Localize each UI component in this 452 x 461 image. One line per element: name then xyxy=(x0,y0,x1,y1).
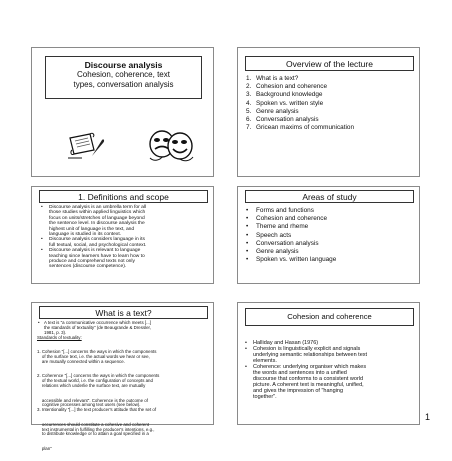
slide-5-title: What is a text? xyxy=(95,308,152,318)
slide-4-title-box xyxy=(245,190,414,203)
slide-5-body xyxy=(37,321,213,461)
slide-5-title-box xyxy=(39,306,208,319)
list-item: • Coherence: underlying organiser which makes the words and sentences into a unified discourse that conforms to a consistent world picture. A coherent text is meaningful, unified, and gives the impression of "hanging together". xyxy=(244,364,418,400)
slide-6 xyxy=(237,302,420,425)
list-item: • Theme and rheme xyxy=(246,223,336,231)
standards-heading: Standards of textuality: xyxy=(37,334,82,340)
slide-1-title-box xyxy=(45,56,202,99)
list-item: • A text is "a communicative occurrence which meets [...] the standards of textuality" (de Beaugrande & Dressler, 1981, p. 3). xyxy=(38,320,151,335)
list-item: 7. Gricean maxims of communication xyxy=(246,124,355,132)
list-item: • Discourse analysis considers language in its full textual, social, and psychological context. xyxy=(40,237,210,248)
slide-6-title-box xyxy=(245,308,414,326)
slide-2-title-box xyxy=(245,56,414,71)
list-item: • Conversation analysis xyxy=(246,240,336,248)
slide-2-title: Overview of the lecture xyxy=(286,59,373,69)
list-item: 4. Spoken vs. written style xyxy=(246,99,324,107)
slide-2-list xyxy=(246,75,354,132)
slide-1 xyxy=(31,47,214,177)
slide-3 xyxy=(31,186,214,284)
list-item: 5. Genre analysis xyxy=(246,107,299,115)
list-item: • Spoken vs. written language xyxy=(246,256,336,264)
slide-5 xyxy=(31,302,214,451)
slide-1-subheading-line: Cohesion, coherence, text xyxy=(77,70,170,79)
slide-1-subheading-line: types, conversation analysis xyxy=(73,79,174,89)
slide-3-title: 1. Definitions and scope xyxy=(78,192,169,202)
drama-masks-clipart xyxy=(146,128,196,162)
slide-4-title: Areas of study xyxy=(302,192,357,202)
slide-4-list xyxy=(246,207,336,264)
list-item: • Cohesion is linguistically explicit and signals underlying semantic relationships between text elements. xyxy=(244,346,418,364)
page-number: 1 xyxy=(424,412,430,422)
standards-list: 1. Cohesion "[...] concerns the ways in which the components of the surface text, i.e. the actual words we hear or see, are mutually connected within a sequence. 2. Coherence "[...] concerns the ways in which the components of the textual world, i.e. the configuration of concepts and relations which underlie the surface text, are mutually accessible and relevant". Coherence is the outcome of cognitive processes among text users (see below). 3. Intentionality "[...] the text producer's attitude that the set of occurrences should constitute a cohesive and coherent text instrumental in fulfilling the producer's intentions, e.g., to distribute knowledge or to attain a goal specified in a plan" xyxy=(37,349,160,451)
list-item: • Cohesion and coherence xyxy=(246,215,336,223)
list-item: • Forms and functions xyxy=(246,207,336,215)
list-item: • Discourse analysis is relevant to language teaching since learners have to learn how to produce and comprehend texts not only sentences (discourse competence). xyxy=(40,248,210,270)
slide-1-heading: Discourse analysis xyxy=(84,60,163,70)
slide-2 xyxy=(237,47,420,177)
list-item: 3. Background knowledge xyxy=(246,91,323,99)
list-item: • Speech acts xyxy=(246,232,336,240)
list-item: • Discourse analysis is an umbrella term for all those studies within applied linguistics which focus on units/stretches of language beyond the sentence level. In discourse analysis the highest unit of language is the text, and language is studied in its context. xyxy=(40,205,210,237)
slide-3-title-box xyxy=(39,190,208,203)
list-item: • Halliday and Hasan (1976) xyxy=(244,340,418,346)
slide-6-bullets xyxy=(244,340,418,400)
slide-6-title: Cohesion and coherence xyxy=(287,312,372,321)
list-item: 6. Conversation analysis xyxy=(246,116,319,124)
list-item: • Genre analysis xyxy=(246,248,336,256)
slide-3-bullets xyxy=(40,205,210,270)
scroll-and-quill-clipart xyxy=(66,130,106,160)
list-item: 2. Cohesion and coherence xyxy=(246,83,328,91)
list-item: 1. What is a text? xyxy=(246,75,299,82)
slide-4 xyxy=(237,186,420,284)
